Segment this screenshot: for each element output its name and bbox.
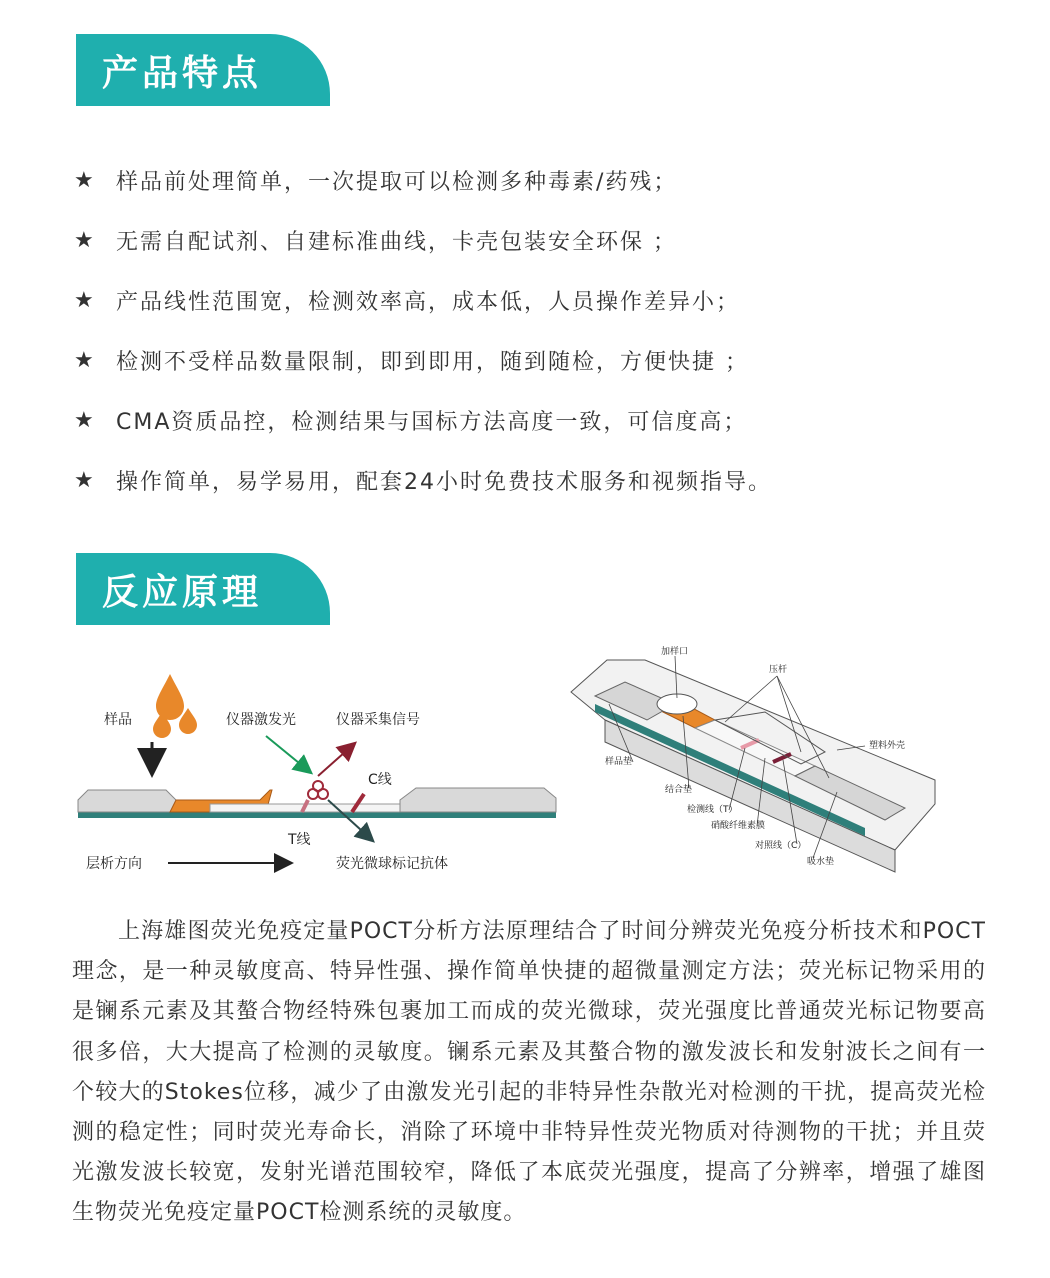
feature-text: 检测不受样品数量限制，即到即用，随到随检，方便快捷 ；: [116, 349, 749, 375]
label-press-bar: 压杆: [769, 665, 788, 675]
label-conjugate-pad: 结合垫: [665, 785, 693, 795]
label-sample: 样品: [104, 712, 132, 728]
label-control-line: 对照线（C）: [755, 841, 807, 851]
list-item: [74, 450, 994, 510]
label-antibody: 荧光微球标记抗体: [336, 856, 448, 872]
label-signal: 仪器采集信号: [336, 712, 420, 728]
label-test-line: 检测线（T）: [687, 805, 738, 815]
label-sample-pad: 样品垫: [605, 757, 633, 767]
list-item: [74, 150, 994, 210]
star-icon: ★: [74, 167, 96, 193]
list-item: [74, 270, 994, 330]
antibody-icon: [308, 781, 328, 799]
feature-text: 无需自配试剂、自建标准曲线，卡壳包装安全环保 ；: [116, 229, 677, 255]
label-c-line: C线: [368, 772, 392, 788]
droplet-icon: [153, 674, 197, 738]
star-icon: ★: [74, 407, 96, 433]
label-sample-port: 加样口: [661, 647, 689, 657]
section-title-text: 产品特点: [102, 52, 263, 94]
label-membrane: 硝酸纤维素膜: [711, 821, 766, 831]
list-item: [74, 390, 994, 450]
feature-text: 操作简单，易学易用，配套24小时免费技术服务和视频指导。: [116, 469, 772, 495]
lateral-flow-diagram: [70, 660, 570, 890]
label-plastic-shell: 塑料外壳: [869, 741, 906, 751]
label-direction: 层析方向: [86, 856, 142, 872]
strip-base: [78, 812, 556, 818]
membrane: [210, 804, 430, 812]
feature-text: 产品线性范围宽，检测效率高，成本低，人员操作差异小；: [116, 289, 741, 315]
section-title-features: [76, 34, 330, 106]
section-title-principle: [76, 553, 330, 625]
list-item: [74, 330, 994, 390]
principle-description: 上海雄图荧光免疫定量POCT分析方法原理结合了时间分辨荧光免疫分析技术和POCT理念，是一种灵敏度高、特异性强、操作简单快捷的超微量测定方法；荧光标记物采用的是镧系元素及其螯合物经特殊包裹加工而成的荧光微球，荧光强度比普通荧光标记物要高很多倍，大大提高了检测的灵敏度。镧系元素及其螯合物的激发波长和发射波长之间有一个较大的Stokes位移，减少了由激发光引起的非特异性杂散光对检测的干扰，提高荧光检测的稳定性；同时荧光寿命长，消除了环境中非特异性荧光物质对待测物的干扰；并且荧光激发波长较宽，发射光谱范围较窄，降低了本底荧光强度，提高了分辨率，增强了雄图生物荧光免疫定量POCT检测系统的灵敏度。: [72, 919, 986, 1226]
label-t-line: T线: [288, 832, 311, 848]
star-icon: ★: [74, 227, 96, 253]
star-icon: ★: [74, 287, 96, 313]
star-icon: ★: [74, 467, 96, 493]
list-item: [74, 210, 994, 270]
star-icon: ★: [74, 347, 96, 373]
label-excite-light: 仪器激发光: [226, 712, 296, 728]
feature-text: 样品前处理简单，一次提取可以检测多种毒素/药残；: [116, 169, 678, 195]
cassette-diagram: [565, 642, 985, 882]
section-title-text: 反应原理: [102, 571, 263, 613]
absorbent-pad: [400, 788, 556, 812]
excite-arrow-icon: [266, 736, 310, 772]
feature-list: [74, 150, 994, 510]
signal-arrow-icon: [318, 744, 354, 776]
feature-text: CMA资质品控，检测结果与国标方法高度一致，可信度高；: [116, 409, 748, 435]
label-absorbent-pad: 吸水垫: [807, 857, 835, 867]
